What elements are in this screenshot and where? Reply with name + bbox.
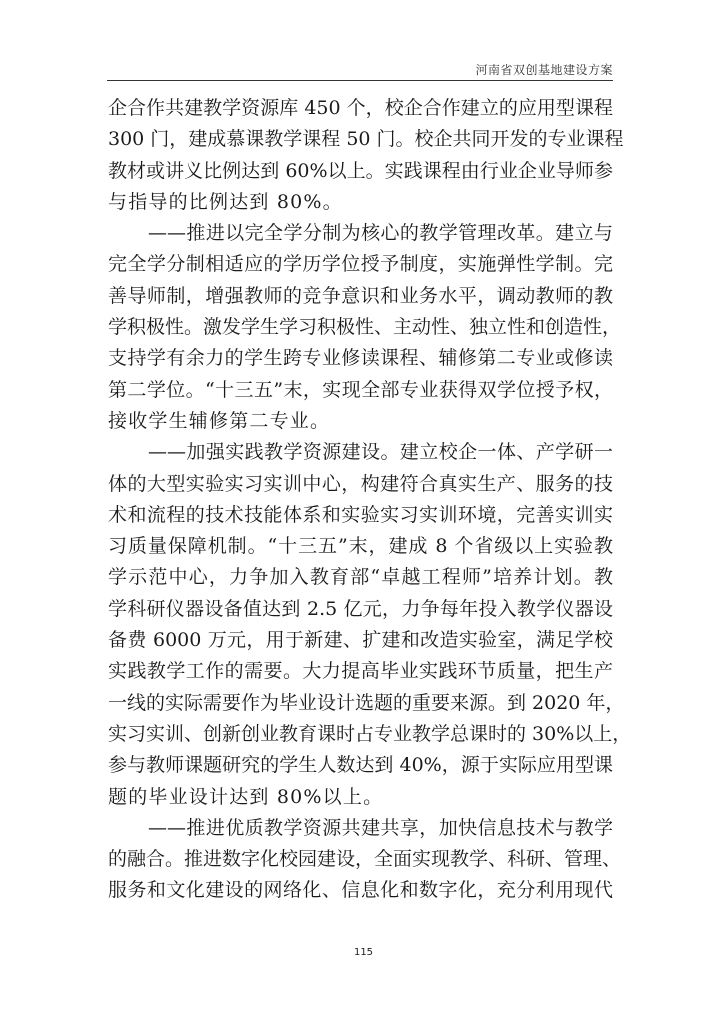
text-line: 习质量保障机制。“十三五”末，建成 8 个省级以上实验教 (108, 535, 613, 558)
text-line: 实践教学工作的需要。大力提高毕业实践环节质量，把生产 (108, 660, 613, 683)
text-line: 术和流程的技术技能体系和实验实习实训环境，完善实训实 (108, 503, 613, 526)
paragraph (108, 814, 622, 908)
text-line: 体的大型实验实习实训中心，构建符合真实生产、服务的技 (108, 472, 613, 495)
text-line: 学积极性。激发学生学习积极性、主动性、独立性和创造性， (108, 316, 622, 339)
text-line: 教材或讲义比例达到 60%以上。实践课程由行业企业导师参 (108, 159, 613, 182)
text-line: ——推进以完全学分制为核心的教学管理改革。建立与 (148, 222, 613, 245)
text-line: 参与教师课题研究的学生人数达到 40%，源于实际应用型课 (108, 754, 613, 777)
paragraph (108, 94, 624, 219)
running-header (107, 62, 613, 81)
text-line: 学示范中心，力争加入教育部“卓越工程师”培养计划。教 (108, 566, 613, 589)
paragraph (108, 438, 632, 814)
text-line: 企合作共建教学资源库 450 个，校企合作建立的应用型课程 (108, 97, 613, 119)
text-line: 与指导的比例达到 80%。 (108, 190, 343, 213)
header-title: 河南省双创基地建设方案 (475, 63, 613, 77)
text-line: 善导师制，增强教师的竞争意识和业务水平，调动教师的教 (108, 284, 613, 307)
text-line: 题的毕业设计达到 80%以上。 (108, 785, 384, 808)
paragraph (108, 219, 622, 438)
text-line: 300 门，建成慕课教学课程 50 门。校企共同开发的专业课程 (108, 128, 624, 151)
text-line: 实习实训、创新创业教育课时占专业教学总课时的 30%以上， (108, 722, 632, 745)
text-line: 的融合。推进数字化校园建设，全面实现教学、科研、管理、 (108, 848, 622, 871)
text-line: 学科研仪器设备值达到 2.5 亿元，力争每年投入教学仪器设 (108, 597, 613, 620)
body-text (108, 94, 632, 908)
text-line: 第二学位。“十三五”末，实现全部专业获得双学位授予权， (108, 378, 613, 401)
text-line: 备费 6000 万元，用于新建、扩建和改造实验室，满足学校 (108, 629, 613, 652)
text-line: ——推进优质教学资源共建共享，加快信息技术与教学 (148, 816, 613, 839)
text-line: 接收学生辅修第二专业。 (108, 409, 331, 432)
text-line: 支持学有余力的学生跨专业修读课程、辅修第二专业或修读 (108, 347, 613, 370)
text-line: 一线的实际需要作为毕业设计选题的重要来源。到 2020 年， (108, 691, 625, 714)
text-line: ——加强实践教学资源建设。建立校企一体、产学研一 (148, 441, 613, 464)
page-number: 115 (353, 947, 374, 958)
text-line: 完全学分制相适应的学历学位授予制度，实施弹性学制。完 (108, 253, 613, 276)
text-line: 服务和文化建设的网络化、信息化和数字化，充分利用现代 (108, 879, 613, 902)
